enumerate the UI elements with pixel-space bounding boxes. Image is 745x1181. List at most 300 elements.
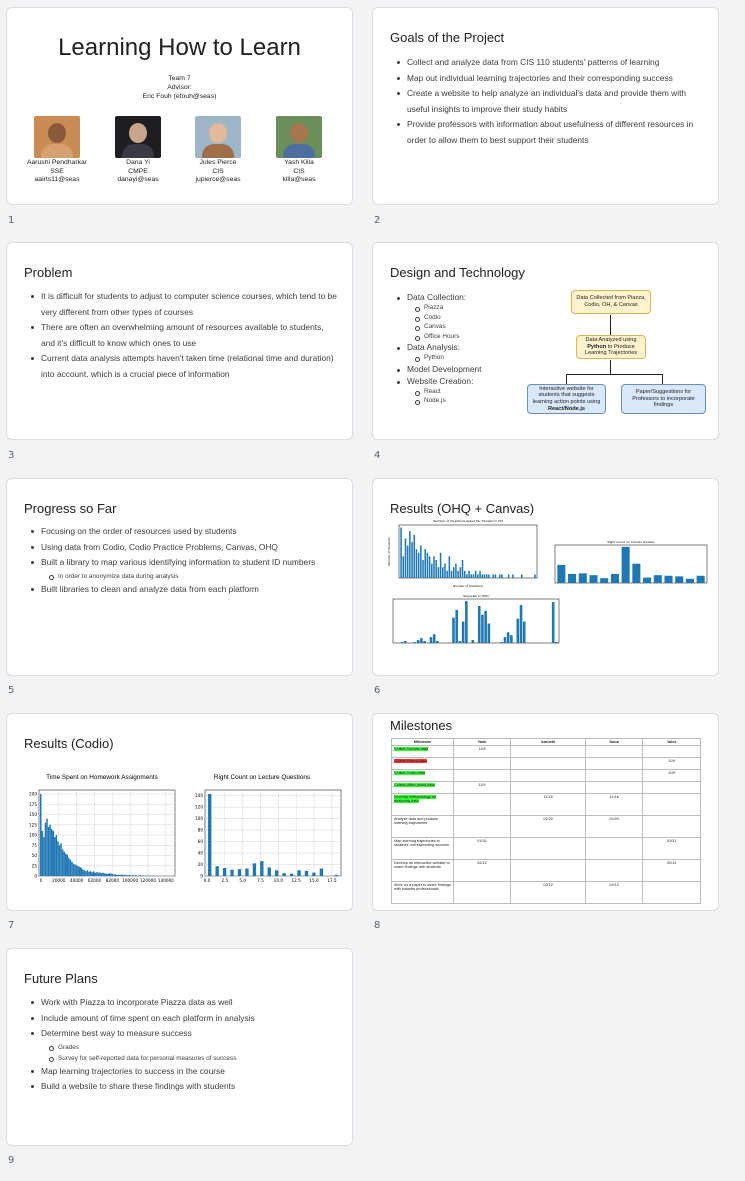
sub-bullet-item: Grades (58, 1042, 341, 1053)
milestone-label: Collect Codio data (394, 771, 426, 775)
chart-bar (60, 843, 61, 876)
chart-bar (460, 567, 462, 578)
chart-bar (99, 872, 100, 876)
bullet-item: Built libraries to clean and analyze data from each platform (41, 582, 341, 598)
x-tick-label: 40000 (70, 878, 84, 883)
chart-bar (466, 574, 468, 578)
chart-bar (76, 865, 77, 876)
milestone-date (586, 782, 643, 794)
milestone-label: Analyze data and produce learning trajectories (394, 817, 439, 825)
chart-bar (110, 874, 111, 876)
milestone-date: 02/12 (643, 860, 701, 882)
chart-bar (481, 615, 484, 643)
chart-bar (77, 866, 78, 876)
milestone-date: 02/12 (586, 882, 643, 904)
bullet-item: Current data analysis attempts haven't taken time (relational time and duration) into account, which is a crucial piece of information (41, 351, 337, 382)
chart-bar (464, 571, 466, 578)
chart-bar (48, 827, 49, 876)
chart-bar (507, 632, 510, 643)
slide-title: Results (OHQ + Canvas) (390, 501, 535, 516)
chart-bar (113, 874, 114, 876)
x-tick-label: 20000 (52, 878, 66, 883)
milestone-date (511, 758, 586, 770)
chart-title: Right Count on Lecture Questions (213, 774, 311, 781)
chart-bar (140, 875, 141, 876)
milestone-date (511, 746, 586, 758)
chart-bar (208, 794, 211, 876)
flow-box-paper: Paper/Suggestions for Professors to incorporate findings (621, 384, 706, 414)
avatar (195, 116, 241, 158)
chart-bar (478, 606, 481, 643)
x-tick-label: 2.5 (221, 878, 229, 883)
y-tick-label: 100 (195, 816, 203, 822)
chart-bar (88, 872, 89, 876)
milestone-label: Collect Canvas data (394, 747, 428, 751)
chart-bar (414, 642, 417, 643)
chart-bar (132, 875, 133, 876)
sub-bullet-item: Python (424, 353, 557, 363)
x-tick-label: 10.0 (273, 878, 284, 883)
chart-bar (512, 574, 514, 578)
slide-thumbnail-7[interactable] (6, 713, 353, 911)
bullet-item: Work with Piazza to incorporate Piazza data as well (41, 995, 341, 1011)
milestone-label: Collect Piazza data (394, 759, 427, 763)
slide-thumbnail-4[interactable] (372, 242, 719, 440)
bullet-item: Data Analysis: (407, 341, 557, 353)
y-tick-label: 40 (197, 850, 203, 856)
chart-bar (400, 528, 402, 578)
chart-bar (589, 575, 597, 583)
y-tick-label: 175 (29, 801, 37, 807)
chart-bar (488, 574, 490, 578)
chart-bar (127, 875, 128, 876)
chart-bar (56, 835, 57, 876)
chart-bar (420, 546, 422, 578)
chart-bar (600, 578, 608, 583)
chart-bar (477, 574, 479, 578)
team-member-yash: Yash Killa CIS killa@seas (259, 116, 339, 185)
sub-bullet-item: React (424, 387, 557, 397)
bullet-item: Built a library to map various identifying information to student ID numbers (41, 555, 341, 571)
chart-bar (90, 871, 91, 876)
team-label: Team 7 (168, 75, 191, 82)
y-tick-label: 0 (34, 873, 37, 879)
slide-title: Results (Codio) (24, 736, 114, 751)
chart-bar (446, 571, 448, 578)
chart-bar (42, 831, 43, 876)
bullet-item: Determine best way to measure success (41, 1026, 341, 1042)
milestone-date (454, 758, 511, 770)
chart-bar (223, 868, 226, 876)
chart-bar (492, 574, 494, 578)
chart-bar (105, 874, 106, 876)
milestone-date (454, 816, 511, 838)
slide-number-3: 3 (8, 450, 15, 461)
milestone-label: Develop methodology for analyzing data (394, 795, 437, 803)
chart-bar (71, 862, 72, 876)
chart-bar (686, 579, 694, 583)
slide-title: Learning How to Learn (58, 34, 301, 61)
chart-bar (457, 571, 459, 578)
chart-bar (312, 873, 315, 876)
bullet-item: It is difficult for students to adjust to computer science courses, which tend to be very different from other types of courses (41, 289, 337, 320)
chart-bar (462, 560, 464, 578)
bullet-item: Build a website to share these findings with students (41, 1079, 341, 1095)
table-header: Yash (454, 739, 511, 746)
chart-bar (468, 571, 470, 578)
table-row (392, 770, 701, 782)
x-axis-label: Number of Questions (453, 584, 483, 588)
flow-arrow-down (610, 315, 611, 335)
milestone-date: 02/12 (511, 882, 586, 904)
chart-bar (81, 868, 82, 876)
chart-bar (121, 874, 122, 876)
chart-bar (499, 574, 501, 578)
chart-bar (320, 869, 323, 876)
slide-number-7: 7 (8, 920, 15, 931)
chart-bar (473, 574, 475, 578)
bullet-item: Provide professors with information about usefulness of different resources in order to allow them to best support their students (407, 117, 707, 148)
chart-bar (118, 875, 119, 876)
chart-bar (87, 870, 88, 876)
slide-thumbnail-1[interactable] (6, 7, 353, 205)
milestone-date: 01/31 (454, 838, 511, 860)
chart-bar (521, 574, 523, 578)
chart-bar (534, 574, 536, 578)
chart-bar (245, 869, 248, 876)
chart-bar (435, 560, 437, 578)
chart-bar (68, 858, 69, 876)
table-row (392, 794, 701, 816)
sub-bullet-item: Office Hours (424, 332, 557, 342)
chart-bar (54, 837, 55, 876)
y-tick-label: 120 (195, 804, 203, 810)
table-row (392, 758, 701, 770)
chart-bar (488, 624, 491, 643)
slide-title: Future Plans (24, 971, 98, 986)
chart-bar (418, 553, 420, 578)
milestone-date (511, 838, 586, 860)
chart-bar (462, 622, 465, 643)
chart-bar (664, 576, 672, 583)
chart-bar (403, 556, 405, 578)
chart-bar (116, 875, 117, 876)
chart-bar (654, 575, 662, 583)
chart-bar (431, 564, 433, 578)
milestone-label: Work on a paper to share findings with industry professionals (394, 883, 451, 891)
chart-bar (697, 576, 705, 583)
slide-number-8: 8 (374, 920, 381, 931)
slide-number-9: 9 (8, 1155, 15, 1166)
milestone-date: 11/9 (643, 758, 701, 770)
chart-bar (129, 875, 130, 876)
chart-bar (260, 861, 263, 876)
bullet-item: There are often an overwhelming amount of resources available to students, and it's difficult to know which ones to use (41, 320, 337, 351)
slide-number-6: 6 (374, 685, 381, 696)
chart-bar (43, 837, 44, 876)
bullet-item: Map out individual learning trajectories and their corresponding success (407, 71, 707, 87)
chart-bar (62, 849, 63, 876)
x-tick-label: 0 (39, 878, 43, 883)
slide-number-2: 2 (374, 215, 381, 226)
chart-bar (611, 574, 619, 583)
table-header: Jules (643, 739, 701, 746)
x-tick-label: 62000 (87, 878, 102, 883)
avatar (34, 116, 80, 158)
y-tick-label: 125 (29, 822, 37, 828)
chart-bar (79, 867, 80, 876)
chart-bar (523, 622, 526, 643)
chart-bar (568, 574, 576, 583)
chart-bar (51, 829, 52, 876)
chart-bar (479, 571, 481, 578)
chart-bar (40, 794, 41, 876)
table-header: Milestone (392, 739, 454, 746)
milestone-date (643, 882, 701, 904)
milestone-date (454, 882, 511, 904)
chart-bar (409, 531, 411, 578)
milestone-date: 11/9 (643, 770, 701, 782)
chart-bar (84, 870, 85, 876)
milestone-date (643, 746, 701, 758)
chart-bar (517, 619, 520, 643)
chart-bar (85, 871, 86, 876)
x-tick-label: 120000 (140, 878, 157, 883)
chart-bar (107, 874, 108, 876)
chart-bar (123, 875, 124, 876)
y-tick-label: 140 (195, 793, 203, 799)
slide-title: Milestones (390, 718, 453, 733)
chart-bar (475, 571, 477, 578)
chart-bar (268, 867, 271, 876)
table-header: Aarushi (511, 739, 586, 746)
table-row (392, 860, 701, 882)
chart-bar (510, 635, 513, 643)
chart-bar (429, 556, 431, 578)
chart-bar (91, 872, 92, 876)
chart-bar (444, 564, 446, 578)
chart-bar (501, 574, 503, 578)
milestone-date: 11/9 (454, 782, 511, 794)
chart-bar (405, 538, 407, 578)
chart-bar (552, 602, 555, 643)
milestone-date: 11/16 (586, 794, 643, 816)
chart-bar (282, 873, 285, 876)
chart-bar (632, 564, 640, 583)
chart-bar (417, 640, 420, 643)
chart-bar (455, 610, 458, 643)
milestone-date: 11/9 (454, 746, 511, 758)
x-tick-label: 0.0 (203, 878, 211, 883)
chart-bar (124, 875, 125, 876)
chart-bar (230, 870, 233, 876)
chart-bar (471, 574, 473, 578)
milestone-date (586, 860, 643, 882)
chart-bar (557, 565, 565, 583)
table-header: Dana (586, 739, 643, 746)
chart-bar (504, 637, 507, 643)
chart-bar (404, 641, 407, 643)
slide-thumbnail-5[interactable] (6, 478, 353, 676)
sub-bullet-item: Piazza (424, 303, 557, 313)
chart-bar (63, 851, 64, 876)
chart-bar (82, 869, 83, 876)
chart-bar (579, 573, 587, 583)
chart-bar (67, 855, 68, 876)
milestones-table (391, 738, 701, 904)
chart-title: Time Spent on Homework Assignments (46, 774, 158, 781)
chart-bar (675, 576, 683, 583)
y-tick-label: 80 (197, 827, 203, 833)
chart-bar (416, 549, 418, 578)
slide-title: Goals of the Project (390, 30, 505, 45)
table-row (392, 882, 701, 904)
chart-bar (46, 819, 47, 876)
chart-bar (95, 873, 96, 876)
milestone-date (643, 782, 701, 794)
chart-bar (423, 641, 426, 643)
chart-bar (275, 870, 278, 876)
chart-bar (401, 642, 404, 643)
flow-box-website: Interactive website for students that suggests learning action points using React/Node.js (527, 384, 606, 414)
y-tick-label: 20 (197, 862, 203, 868)
slide-thumbnail-2[interactable] (372, 7, 719, 205)
chart-bar (305, 871, 308, 876)
chart-bar (430, 637, 433, 643)
team-member-aarushi: Aarushi Pendharkar SSE aairts11@seas (17, 116, 97, 185)
chart-bar (73, 864, 74, 876)
slide-number-4: 4 (374, 450, 381, 461)
chart-bar (93, 871, 94, 876)
chart-title: Right Count on Canvas Quizzes (607, 540, 655, 544)
chart-homework-time (17, 784, 177, 890)
slide-thumbnail-3[interactable] (6, 242, 353, 440)
chart-bar (520, 605, 523, 643)
chart-bar (49, 825, 50, 876)
chart-bar (495, 574, 497, 578)
chart-bar (407, 546, 409, 578)
chart-bar (74, 865, 75, 876)
team-member-dana: Dana Yi CMPE danayi@seas (98, 116, 178, 185)
chart-bar (65, 853, 66, 876)
milestone-date (511, 782, 586, 794)
chart-bar (449, 556, 451, 578)
x-tick-label: 12.5 (291, 878, 301, 883)
chart-bar (433, 634, 436, 643)
chart-bar (471, 640, 474, 643)
chart-bar (290, 874, 293, 876)
slide-thumbnail-6[interactable] (372, 478, 719, 676)
milestone-label: Map learning trajectories to students' corresponding success (394, 839, 449, 847)
x-tick-label: 82000 (105, 878, 120, 883)
chart-bar (555, 642, 558, 643)
chart-bar (427, 553, 429, 578)
chart-bar (622, 547, 630, 583)
chart-canvas-quizzes (545, 537, 709, 589)
chart-questions-per-student (387, 516, 539, 588)
chart-bar (436, 641, 439, 643)
bullet-item: Model Development (407, 363, 557, 375)
table-row (392, 782, 701, 794)
chart-title: Number of Questions Asked Per Student in OH (433, 519, 503, 523)
chart-bar (238, 869, 241, 876)
chart-bar (59, 845, 60, 876)
slide-number-1: 1 (8, 215, 15, 226)
chart-bar (335, 875, 338, 876)
milestone-date: 01/31 (643, 838, 701, 860)
chart-bar (451, 571, 453, 578)
chart-bar (643, 578, 651, 583)
sub-bullet-item: Canvas (424, 322, 557, 332)
bullet-item: Website Creation: (407, 375, 557, 387)
milestone-date: 02/12 (454, 860, 511, 882)
slide-number-5: 5 (8, 685, 15, 696)
chart-ohq-requests (383, 591, 563, 651)
slide-thumbnail-9[interactable] (6, 948, 353, 1146)
chart-bar (440, 553, 442, 578)
bullet-item: Create a website to help analyze an individual's data and provide them with useful insights to improve their study habits (407, 86, 707, 117)
x-tick-label: 5.0 (239, 878, 247, 883)
chart-bar (422, 560, 424, 578)
milestone-date (511, 860, 586, 882)
slide-thumbnail-8[interactable] (372, 713, 719, 911)
milestone-date (643, 794, 701, 816)
milestone-date (511, 770, 586, 782)
chart-bar (115, 874, 116, 876)
chart-bar (438, 567, 440, 578)
chart-bar (297, 870, 300, 876)
bullet-item: Focusing on the order of resources used by students (41, 524, 341, 540)
chart-bar (413, 535, 415, 578)
y-tick-label: 25 (31, 863, 37, 869)
chart-bar (453, 567, 455, 578)
bullet-item: Data Collection: (407, 291, 557, 303)
flow-arrow-split (610, 360, 611, 374)
milestone-date (454, 794, 511, 816)
flow-box-data-collected: Data Collected from Piazza, Codio, OH, & Canvas (571, 290, 651, 314)
x-tick-label: 15.0 (309, 878, 319, 883)
chart-bar (424, 549, 426, 578)
table-row (392, 746, 701, 758)
sub-bullet-item: Node.js (424, 396, 557, 406)
y-tick-label: 200 (29, 791, 37, 797)
chart-bar (455, 564, 457, 578)
chart-bar (70, 860, 71, 876)
milestone-date (586, 746, 643, 758)
bullet-item: Collect and analyze data from CIS 110 students' patterns of learning (407, 55, 707, 71)
milestone-date (586, 758, 643, 770)
chart-bar (57, 841, 58, 876)
chart-bar (112, 874, 113, 876)
avatar (115, 116, 161, 158)
sub-bullet-item: Codio (424, 313, 557, 323)
chart-bar (109, 873, 110, 876)
team-member-jules: Jules Pierce CIS jupierce@seas (178, 116, 258, 185)
chart-bar (508, 574, 510, 578)
bullet-item: Map learning trajectories to success in the course (41, 1064, 341, 1080)
chart-bar (420, 638, 423, 643)
sub-bullet-item: In order to anonymize data during analysis (58, 571, 341, 582)
milestone-date (586, 838, 643, 860)
chart-bar (253, 863, 256, 876)
chart-bar (96, 872, 97, 876)
milestone-label: Collect office hours data (394, 783, 435, 787)
chart-bar (126, 875, 127, 876)
avatar (276, 116, 322, 158)
chart-bar (411, 542, 413, 578)
y-tick-label: 75 (31, 842, 37, 848)
chart-bar (433, 556, 435, 578)
